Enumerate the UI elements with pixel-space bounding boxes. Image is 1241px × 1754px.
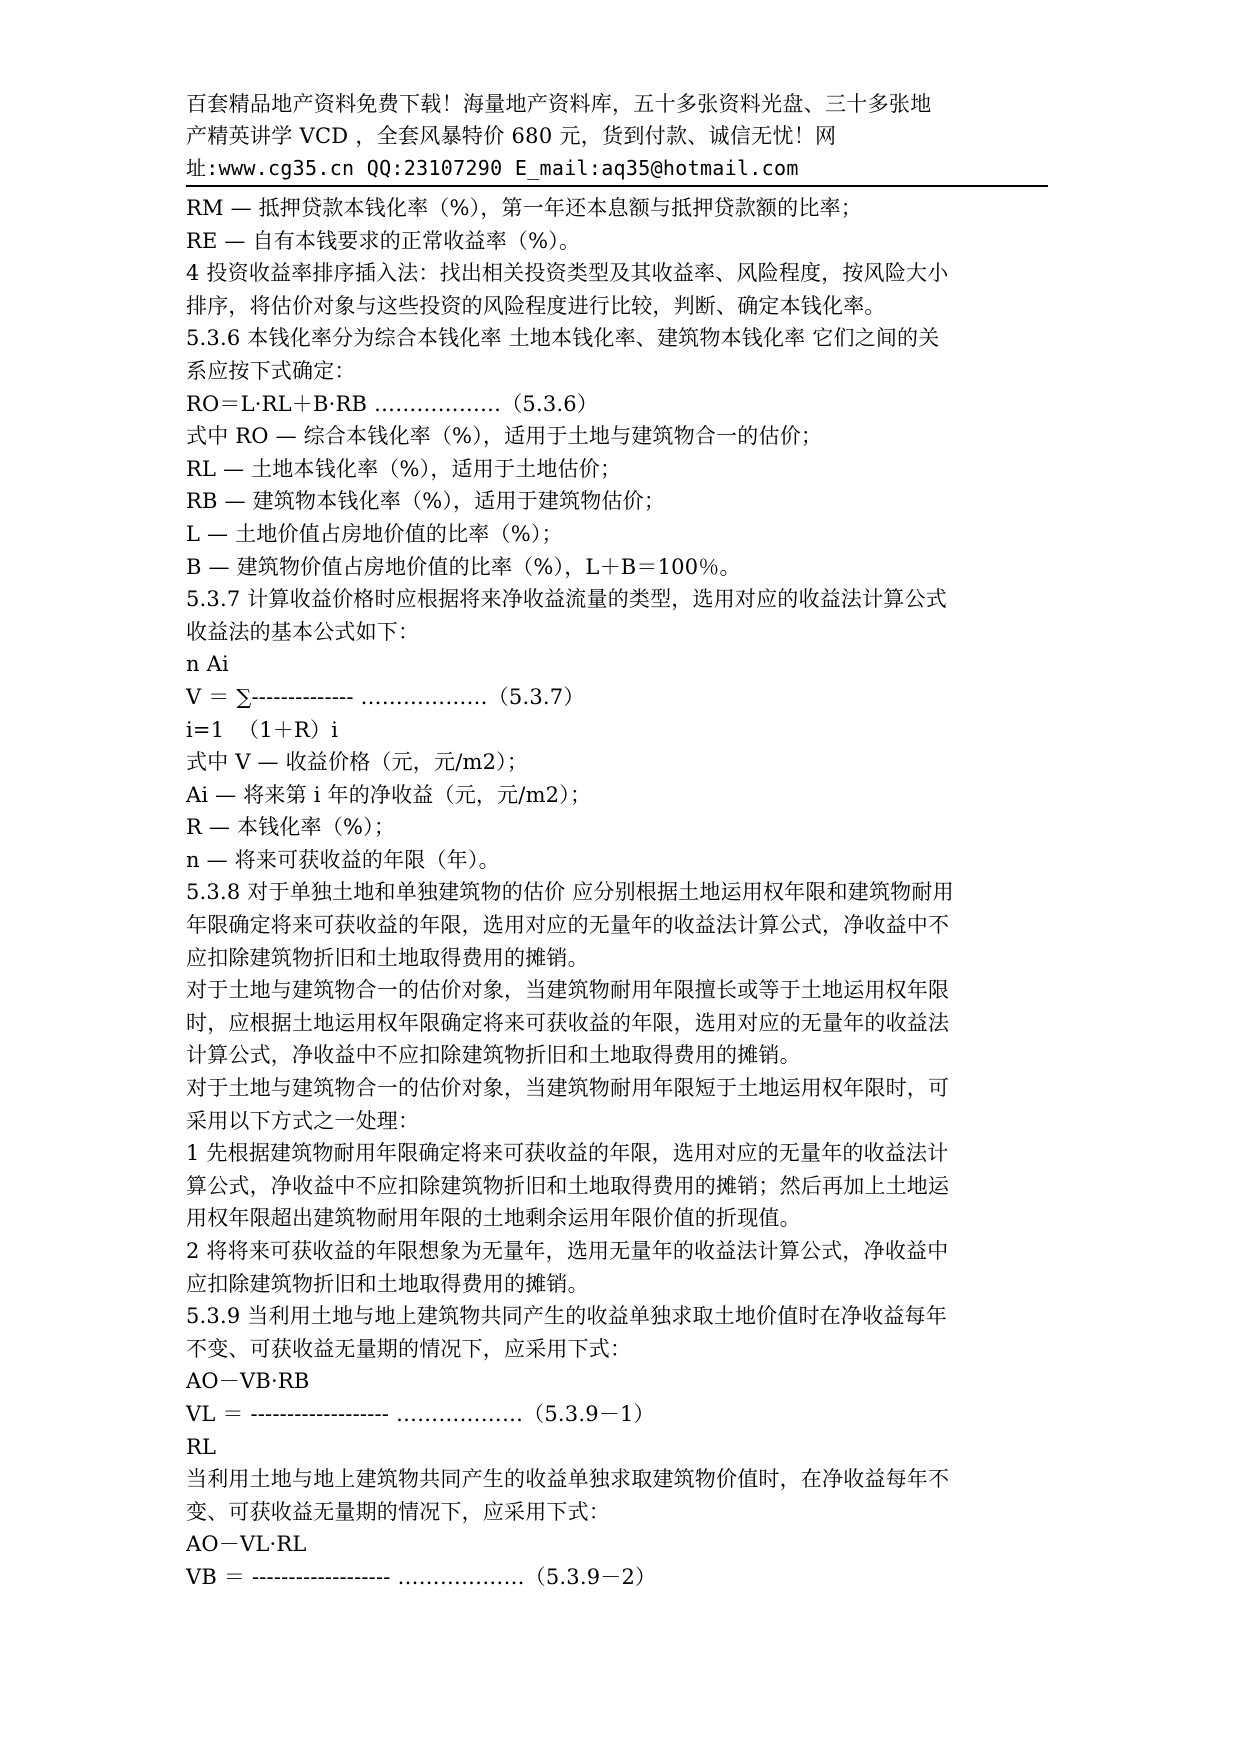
- text-line: L — 土地价值占房地价值的比率（%）；: [186, 521, 563, 546]
- text-line: 对于土地与建筑物合一的估价对象，当建筑物耐用年限短于土地运用权年限时，可: [186, 1076, 950, 1101]
- formula-line: AO－VB·RB: [186, 1369, 310, 1394]
- text-line: 2 将将来可获收益的年限想象为无量年，选用无量年的收益法计算公式，净收益中: [186, 1239, 949, 1263]
- formula-5-3-9-1: VL ＝ ------------------- ………………（5.3.9－1）: [186, 1401, 655, 1426]
- text-line: 计算公式，净收益中不应扣除建筑物折旧和土地取得费用的摊销。: [186, 1043, 801, 1068]
- formula-line: RL: [186, 1434, 217, 1459]
- text-line: RM — 抵押贷款本钱化率（%），第一年还本息额与抵押贷款额的比率；: [186, 196, 862, 220]
- formula-line: n Ai: [186, 652, 229, 677]
- text-line: 式中 V — 收益价格（元，元/m2）；: [186, 750, 529, 775]
- header-contact-line: 址:www.cg35.cn QQ:23107290 E_mail:aq35@hotmail.com: [186, 156, 799, 180]
- text-line: 变、可获收益无量期的情况下，应采用下式：: [186, 1499, 610, 1524]
- section-heading-5-3-8: 5.3.8 对于单独土地和单独建筑物的估价 应分别根据土地运用权年限和建筑物耐用: [186, 880, 954, 905]
- text-line: 不变、可获收益无量期的情况下，应采用下式：: [186, 1336, 632, 1361]
- text-line: 1 先根据建筑物耐用年限确定将来可获收益的年限，选用对应的无量年的收益法计: [186, 1141, 949, 1166]
- text-line: 采用以下方式之一处理：: [186, 1108, 420, 1133]
- text-line: RE — 自有本钱要求的正常收益率（%）。: [186, 228, 581, 253]
- text-line: 算公式，净收益中不应扣除建筑物折旧和土地取得费用的摊销；然后再加上土地运: [186, 1173, 950, 1198]
- advertisement-header: [186, 88, 1056, 184]
- document-body: [186, 192, 1066, 1594]
- section-heading-5-3-7: 5.3.7 计算收益价格时应根据将来净收益流量的类型，选用对应的收益法计算公式: [186, 587, 947, 612]
- text-line: RL — 土地本钱化率（%），适用于土地估价；: [186, 456, 622, 481]
- text-line: 用权年限超出建筑物耐用年限的土地剩余运用年限价值的折现值。: [186, 1206, 801, 1231]
- text-line: 年限确定将来可获收益的年限，选用对应的无量年的收益法计算公式，净收益中不: [186, 913, 950, 938]
- section-heading-5-3-6: 5.3.6 本钱化率分为综合本钱化率 土地本钱化率、建筑物本钱化率 它们之间的关: [186, 326, 940, 351]
- text-line: R — 本钱化率（%）；: [186, 815, 396, 840]
- text-line: 式中 RO — 综合本钱化率（%），适用于土地与建筑物合一的估价；: [186, 424, 823, 449]
- text-line: n — 将来可获收益的年限（年）。: [186, 847, 500, 872]
- section-heading-5-3-9: 5.3.9 当利用土地与地上建筑物共同产生的收益单独求取土地价值时在净收益每年: [186, 1304, 947, 1329]
- header-divider: [186, 185, 1048, 187]
- text-line: 当利用土地与地上建筑物共同产生的收益单独求取建筑物价值时，在净收益每年不: [186, 1467, 950, 1492]
- text-line: 收益法的基本公式如下：: [186, 619, 420, 644]
- formula-5-3-7: V ＝ ∑-------------- ………………（5.3.7）: [186, 684, 585, 709]
- text-line: 4 投资收益率排序插入法：找出相关投资类型及其收益率、风险程度，按风险大小: [186, 261, 949, 286]
- text-line: 应扣除建筑物折旧和土地取得费用的摊销。: [186, 1271, 589, 1296]
- text-line: 时，应根据土地运用权年限确定将来可获收益的年限，选用对应的无量年的收益法: [186, 1010, 950, 1035]
- text-line: 应扣除建筑物折旧和土地取得费用的摊销。: [186, 945, 589, 970]
- text-line: 排序，将估价对象与这些投资的风险程度进行比较，判断、确定本钱化率。: [186, 293, 886, 318]
- formula-5-3-6: RO＝L·RL＋B·RB ………………（5.3.6）: [186, 391, 599, 416]
- text-line: Ai — 将来第 i 年的净收益（元，元/m2）；: [186, 782, 592, 807]
- formula-line: i=1 （1＋R）i: [186, 717, 339, 742]
- text-line: B — 建筑物价值占房地价值的比率（%），L＋B＝100％。: [186, 554, 741, 579]
- header-line: 百套精品地产资料免费下载！海量地产资料库，五十多张资料光盘、三十多张地: [186, 92, 932, 116]
- text-line: 对于土地与建筑物合一的估价对象，当建筑物耐用年限擅长或等于土地运用权年限: [186, 978, 950, 1003]
- text-line: 系应按下式确定：: [186, 358, 356, 383]
- header-line: 产精英讲学 VCD ，全套风暴特价 680 元，货到付款、诚信无忧！网: [186, 124, 837, 148]
- formula-5-3-9-2: VB ＝ ------------------- ………………（5.3.9－2）: [186, 1564, 657, 1589]
- formula-line: AO－VL·RL: [186, 1532, 307, 1557]
- text-line: RB — 建筑物本钱化率（%），适用于建筑物估价；: [186, 489, 666, 514]
